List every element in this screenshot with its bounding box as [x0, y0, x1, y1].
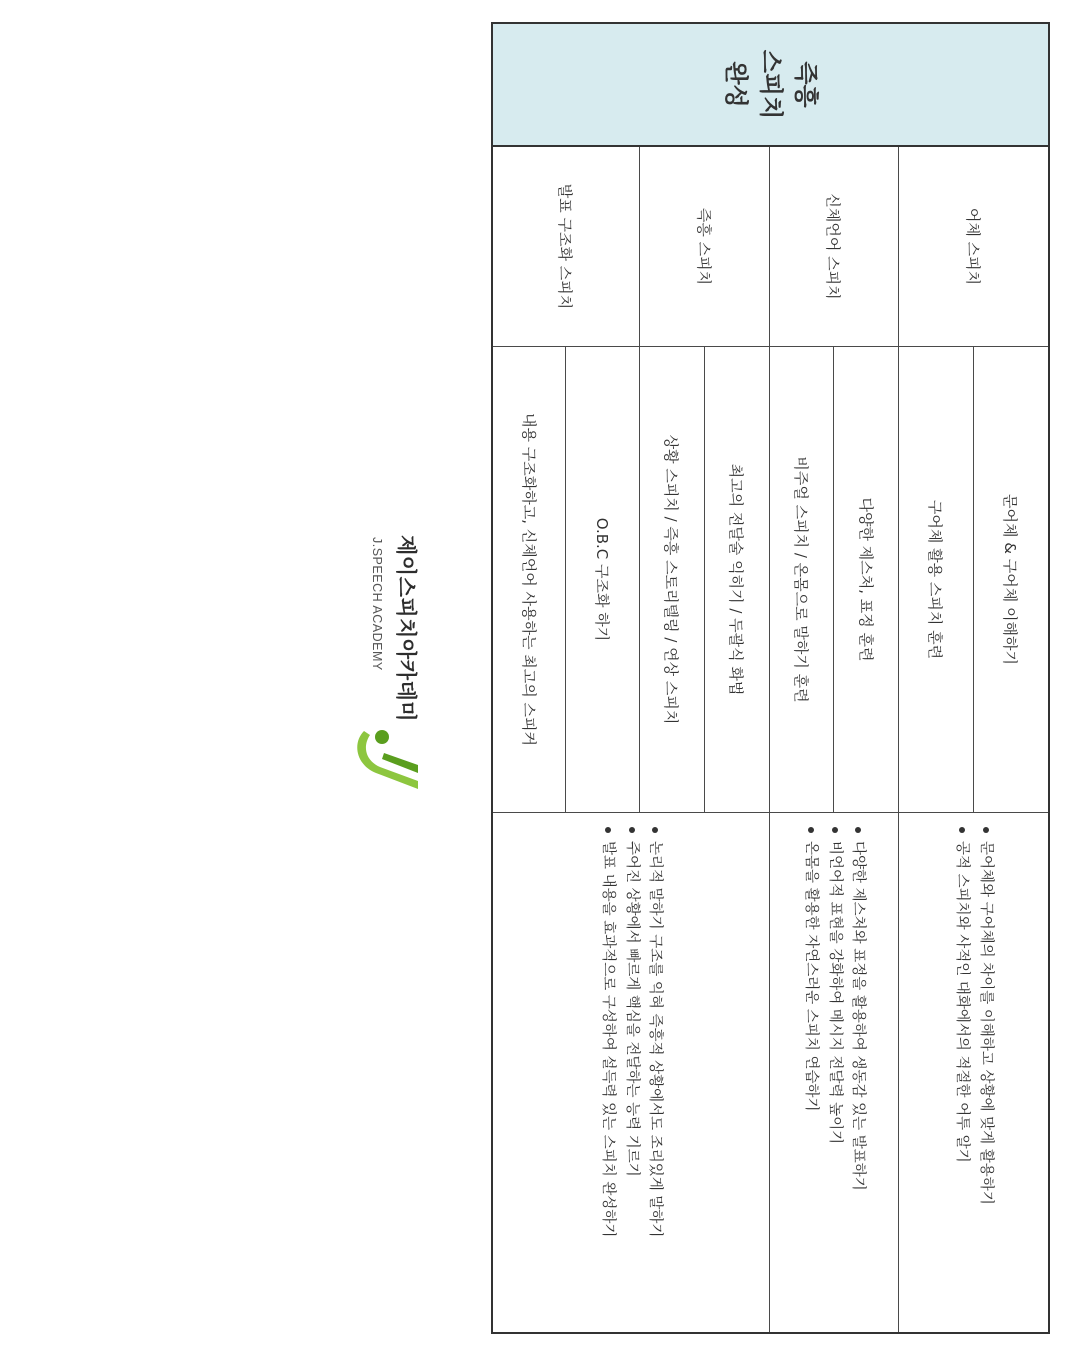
goal-item: 온몸을 활용한 자연스러운 스피치 연습하기: [799, 827, 822, 1191]
logo-subtitle: J.SPEECH ACADEMY: [370, 537, 384, 671]
goals-list: [799, 827, 869, 1191]
category-cell: [769, 147, 898, 347]
category-cell: [898, 147, 1048, 347]
academy-logo: [350, 535, 422, 795]
header-line: 스피치: [756, 49, 785, 120]
topic-item: 구어체 활용 스피치 훈련: [899, 347, 974, 812]
header-line: 즉흥: [791, 61, 820, 108]
curriculum-table: [491, 22, 1050, 1334]
goal-item: 공적 스피치와 사적인 대화에서의 적절한 어투 알기: [950, 827, 973, 1205]
topic-item: O.B.C 구조화 하기: [593, 517, 612, 642]
topic-item: 문어체 & 구어체 이해하기: [1001, 494, 1020, 665]
topic-item: 다양한 제스처, 표정 훈련: [856, 497, 875, 662]
goal-item: 논리적 말하기 구조를 익혀 즉흥적 상황에서도 조리있게 말하기: [643, 827, 666, 1237]
goals-cell: [769, 813, 898, 1332]
topic-item: 내용 구조화하고, 신체언어 사용하는 최고의 스피커: [493, 347, 567, 812]
header-line: 완성: [722, 61, 751, 108]
topic-cell: [769, 347, 898, 813]
category-cell: [639, 147, 769, 347]
topic-cell: [493, 347, 639, 813]
goal-item: 발표 내용을 효과적으로 구성하여 설득력 있는 스피치 완성하기: [596, 827, 619, 1237]
j-logo-mark-icon: [350, 725, 422, 791]
goals-list: [950, 827, 996, 1205]
goals-cell: [493, 813, 769, 1332]
goals-cell: [898, 813, 1048, 1332]
topic-item: 최고의 전달술 익히기 / 두괄식 화법: [727, 463, 746, 696]
topic-item: 비주얼 스피치 / 온몸으로 말하기 훈련: [770, 347, 835, 812]
goal-item: 비언어적 표현을 강화하여 메시지 전달력 높이기: [822, 827, 845, 1191]
category-cell: [493, 147, 639, 347]
topic-cell: [639, 347, 769, 813]
goal-item: 다양한 제스처와 표정을 활용하여 생동감 있는 발표하기: [846, 827, 869, 1191]
goal-item: 문어체와 구어체의 차이를 이해하고 상황에 맞게 활용하기: [974, 827, 997, 1205]
category-label: 어체 스피치: [964, 207, 982, 286]
topic-cell: [898, 347, 1048, 813]
goal-item: 주어진 상황에서 빠르게 핵심을 전달하는 능력 기르기: [619, 827, 642, 1237]
goals-list: [596, 827, 666, 1237]
category-label: 발표 구조화 스피치: [556, 183, 575, 310]
category-label: 신체언어 스피치: [824, 193, 843, 300]
category-label: 즉흥 스피치: [695, 207, 713, 286]
logo-name: 제이스피치아카데미: [394, 535, 418, 723]
topic-item: 상황 스피치 / 즉흥 스토리텔링 / 연상 스피치: [640, 347, 705, 812]
table-header: [493, 24, 1048, 147]
curriculum-table-rotated: [491, 22, 1050, 1334]
